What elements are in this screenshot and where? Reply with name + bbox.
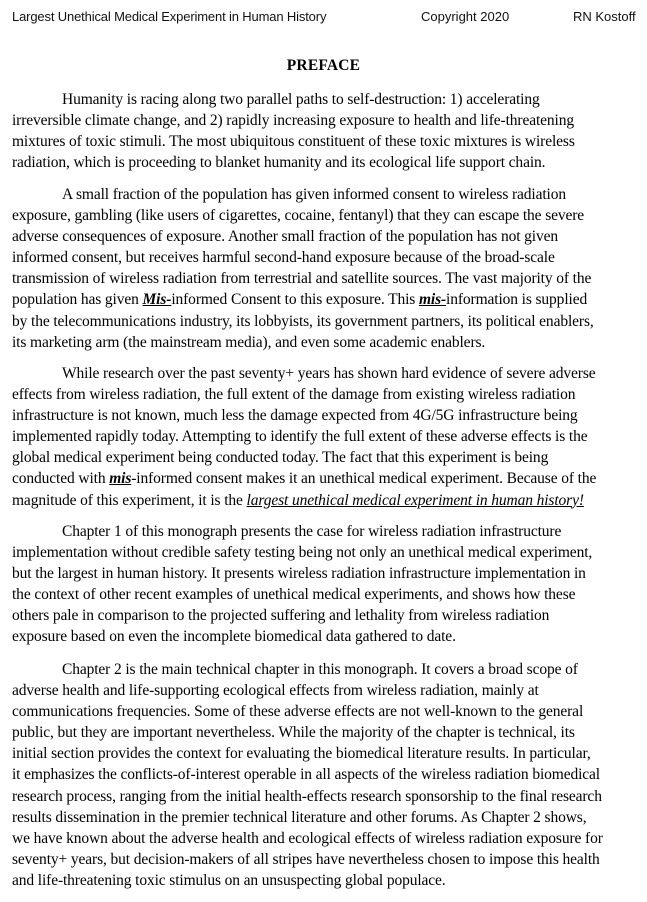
paragraph-line: and life-threatening toxic stimulus on an unsuspecting global populace.	[12, 871, 446, 889]
paragraph-line: initial section provides the context for evaluating the biomedical literature results. In particular,	[12, 745, 591, 763]
paragraph-line: we have known about the adverse health and ecological effects of wireless radiation exposure for	[12, 829, 603, 847]
paragraph-line: others pale in comparison to the projected suffering and lethality from wireless radiation	[12, 607, 550, 625]
paragraph-line: informed consent, but receives harmful second-hand exposure because of the broad-scale	[12, 249, 555, 267]
paragraph-line: implemented rapidly today. Attempting to identify the full extent of these adverse effects is the	[12, 428, 588, 446]
text-run: informed Consent to this exposure. This	[171, 291, 419, 309]
paragraph-line: radiation, which is proceeding to blanket humanity and its ecological life support chain.	[12, 154, 546, 172]
paragraph-line: mixtures of toxic stimuli. The most ubiquitous constituent of these toxic mixtures is wireless	[12, 133, 575, 151]
text-run: magnitude of this experiment, it is the	[12, 491, 247, 509]
paragraph-line: adverse consequences of exposure. Another small fraction of the population has not given	[12, 228, 558, 246]
paragraph-2	[12, 184, 642, 353]
emphasis-mis-information: mis-	[418, 291, 447, 309]
paragraph-line	[12, 468, 642, 489]
paragraph-line: public, but they are important nevertheless. While the majority of the chapter is technical, its	[12, 724, 575, 742]
paragraph-line: the context of other recent examples of unethical medical experiments, and shows how these	[12, 586, 576, 604]
text-run: information is supplied	[446, 291, 588, 309]
paragraph-line: Chapter 2 is the main technical chapter in this monograph. It covers a broad scope of	[62, 661, 578, 678]
paragraph-line: transmission of wireless radiation from terrestrial and satellite sources. The vast majority of the	[12, 270, 592, 288]
paragraph-line: results dissemination in the premier technical literature and other forums. As Chapter 2 shows,	[12, 808, 587, 826]
header-book-title: Largest Unethical Medical Experiment in Human History	[12, 9, 327, 24]
paragraph-line: exposure, gambling (like users of cigarettes, cocaine, fentanyl) that they can escape the severe	[12, 207, 585, 225]
paragraph-line: it emphasizes the conflicts-of-interest operable in all aspects of the wireless radiation biomedical	[12, 766, 600, 784]
text-run: population has given	[12, 291, 143, 309]
paragraph-line: research process, ranging from the initial health-effects research sponsorship to the final research	[12, 787, 602, 805]
paragraph-line: exposure based on even the incomplete biomedical data gathered to date.	[12, 628, 456, 646]
paragraph-line: A small fraction of the population has given informed consent to wireless radiation	[62, 186, 567, 203]
paragraph-1	[12, 89, 642, 173]
text-run: conducted with	[12, 470, 110, 488]
paragraph-line: infrastructure is not known, much less the damage expected from 4G/5G infrastructure being	[12, 407, 578, 425]
paragraph-line	[12, 289, 642, 310]
paragraph-line: Chapter 1 of this monograph presents the case for wireless radiation infrastructure	[62, 523, 562, 540]
emphasis-mis-informed: Mis-	[142, 291, 172, 309]
paragraph-line: effects from wireless radiation, the full extent of the damage from existing wireless radiation	[12, 386, 576, 404]
text-run: -informed consent makes it an unethical medical experiment. Because of the	[131, 470, 597, 488]
paragraph-line: implementation without credible safety testing being not only an unethical medical experiment,	[12, 544, 593, 562]
paragraph-line: by the telecommunications industry, its lobbyists, its government partners, its political enablers,	[12, 312, 594, 330]
section-title: PREFACE	[286, 57, 361, 74]
paragraph-line: irreversible climate change, and 2) rapidly increasing exposure to health and life-threatening	[12, 112, 574, 130]
paragraph-line: but the largest in human history. It presents wireless radiation infrastructure implementation in	[12, 565, 586, 583]
page-header	[0, 9, 647, 29]
paragraph-3	[12, 363, 642, 511]
paragraph-line: seventy+ years, but decision-makers of all stripes have nevertheless chosen to impose this health	[12, 850, 600, 868]
emphasis-largest-unethical-experiment: largest unethical medical experiment in human history!	[246, 491, 584, 509]
emphasis-mis: mis	[109, 470, 132, 488]
header-author: RN Kostoff	[573, 9, 636, 24]
paragraph-line: Humanity is racing along two parallel paths to self-destruction: 1) accelerating	[62, 91, 540, 108]
paragraph-4	[12, 521, 642, 648]
paragraph-5	[12, 659, 642, 891]
paragraph-line	[12, 490, 642, 511]
header-copyright: Copyright 2020	[421, 9, 510, 24]
paragraph-line: global medical experiment being conducted today. The fact that this experiment is being	[12, 449, 549, 467]
paragraph-line: While research over the past seventy+ years has shown hard evidence of severe adverse	[62, 365, 596, 382]
paragraph-line: adverse health and life-supporting ecological effects from wireless radiation, mainly at	[12, 682, 539, 700]
paragraph-line: its marketing arm (the mainstream media), and even some academic enablers.	[12, 333, 486, 351]
paragraph-line: communications frequencies. Some of these adverse effects are not well-known to the general	[12, 703, 584, 721]
